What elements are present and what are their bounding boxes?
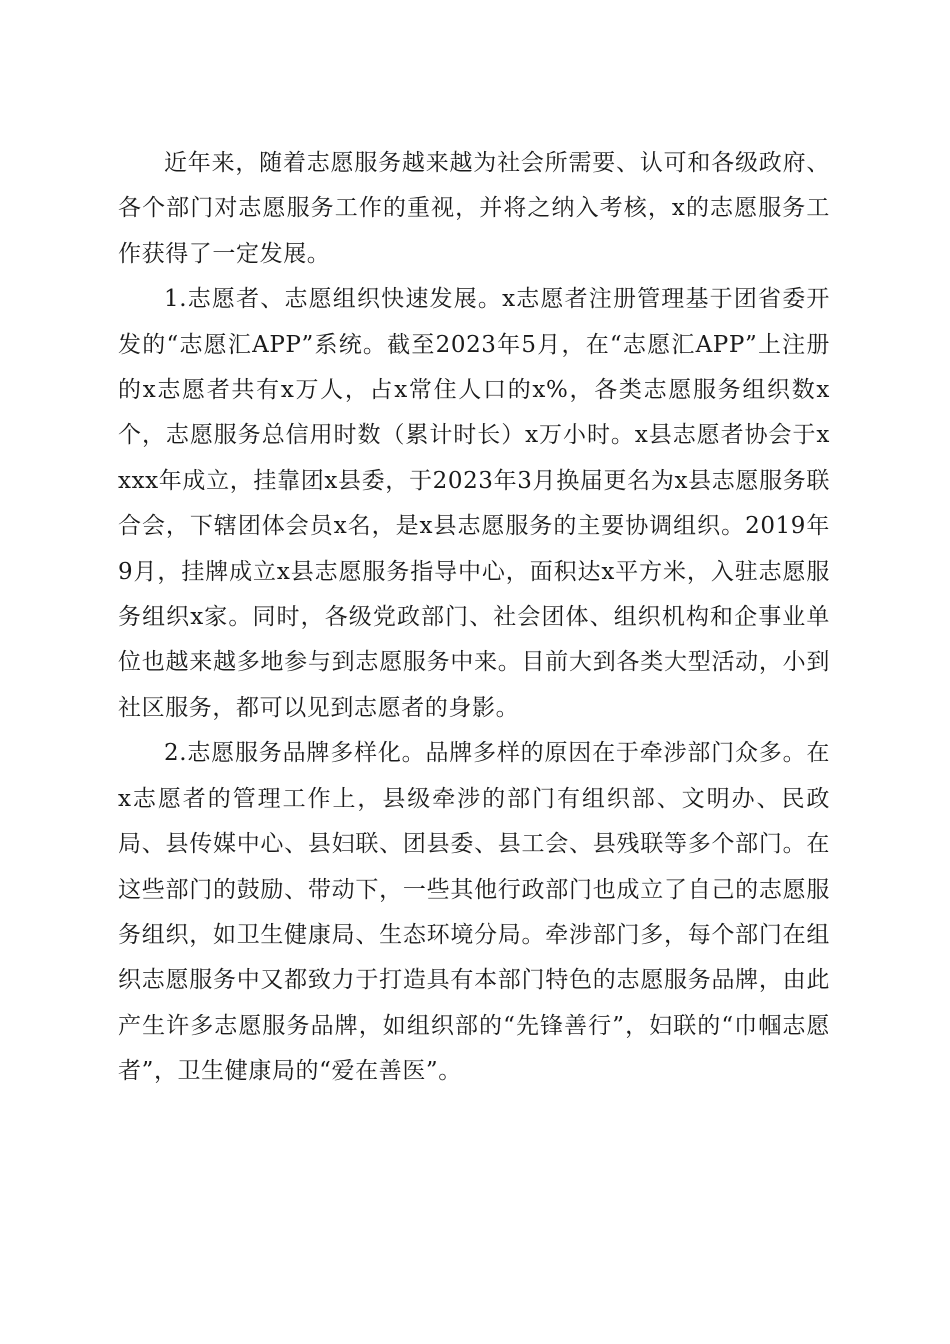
paragraph-intro: 近年来，随着志愿服务越来越为社会所需要、认可和各级政府、各个部门对志愿服务工作的重视，并将之纳入考核，x的志愿服务工作获得了一定发展。	[118, 150, 830, 267]
document-body	[118, 141, 830, 1095]
paragraph-service-brands: 2.志愿服务品牌多样化。品牌多样的原因在于牵涉部门众多。在x志愿者的管理工作上，县级牵涉的部门有组织部、文明办、民政局、县传媒中心、县妇联、团县委、县工会、县残联等多个部门。在这些部门的鼓励、带动下，一些其他行政部门也成立了自己的志愿服务组织，如卫生健康局、生态环境分局。牵涉部门多，每个部门在组织志愿服务中又都致力于打造具有本部门特色的志愿服务品牌，由此产生许多志愿服务品牌，如组织部的“先锋善行”，妇联的“巾帼志愿者”，卫生健康局的“爱在善医”。	[118, 740, 830, 1085]
paragraph-volunteer-growth: 1.志愿者、志愿组织快速发展。x志愿者注册管理基于团省委开发的“志愿汇APP”系统。截至2023年5月，在“志愿汇APP”上注册的x志愿者共有x万人，占x常住人口的x%，各类志愿服务组织数x个，志愿服务总信用时数（累计时长）x万小时。x县志愿者协会于xxxx年成立，挂靠团x县委，于2023年3月换届更名为x县志愿服务联合会，下辖团体会员x名，是x县志愿服务的主要协调组织。2019年9月，挂牌成立x县志愿服务指导中心，面积达x平方米，入驻志愿服务组织x家。同时，各级党政部门、社会团体、组织机构和企事业单位也越来越多地参与到志愿服务中来。目前大到各类大型活动，小到社区服务，都可以见到志愿者的身影。	[118, 286, 830, 721]
